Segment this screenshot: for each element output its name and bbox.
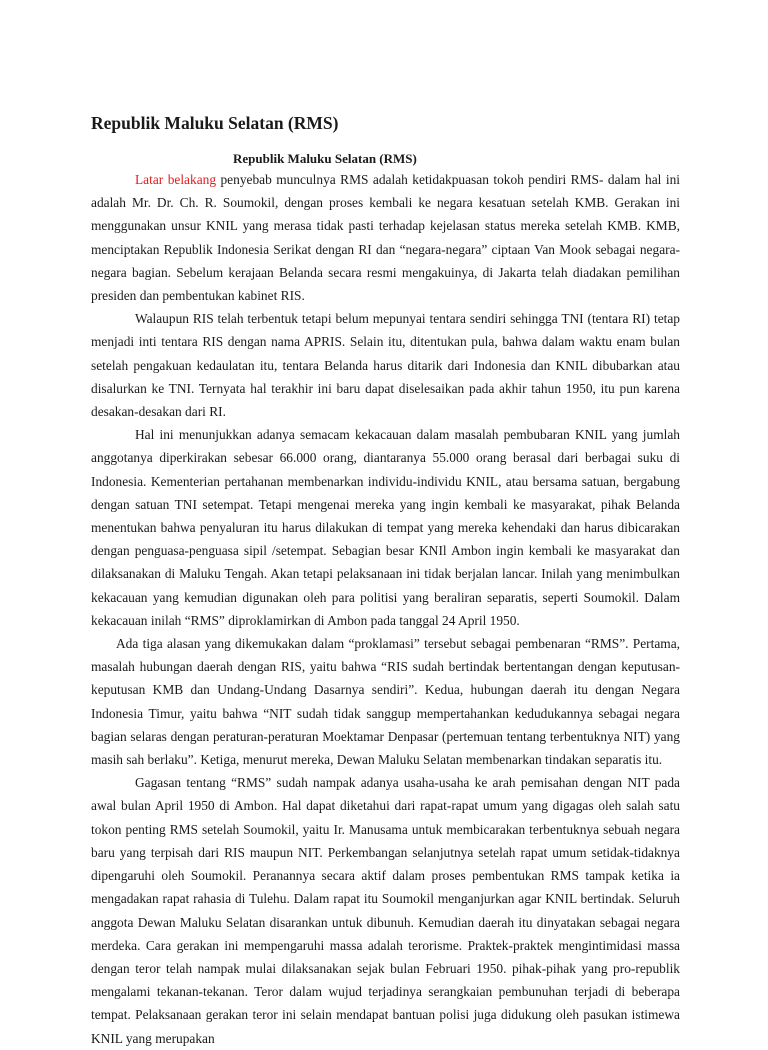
paragraph-1 xyxy=(91,168,680,307)
section-subtitle: Republik Maluku Selatan (RMS) xyxy=(233,151,417,166)
paragraph-3: Hal ini menunjukkan adanya semacam kekacauan dalam masalah pembubaran KNIL yang jumlah anggotanya diperkirakan sebesar 66.000 orang, diantaranya 55.000 orang berasal dari berbagai suku di Indonesia. Kementerian pertahanan membenarkan individu-individu KNIL, atau bersama satuan, bergabung dengan satuan TNI setempat. Tetapi mengenai mereka yang ingin kembali ke masyarakat, pihak Belanda menentukan bahwa penyaluran itu harus dilakukan di tempat yang mereka kehendaki dan harus dibicarakan dengan penguasa-penguasa sipil /setempat. Sebagian besar KNIl Ambon ingin kembali ke masyarakat dan dilaksanakan di Maluku Tengah. Akan tetapi pelaksanaan ini tidak berjalan lancar. Inilah yang menimbulkan kekacauan yang kemudian digunakan oleh para politisi yang beraliran separatis, seperti Soumokil. Dalam kekacauan inilah “RMS” diproklamirkan di Ambon pada tanggal 24 April 1950. xyxy=(91,427,680,628)
paragraph-1-text: penyebab munculnya RMS adalah ketidakpuasan tokoh pendiri RMS- dalam hal ini adalah Mr. Dr. Ch. R. Soumokil, dengan proses kembali ke negara kesatuan setelah KMB. Gerakan ini menggunakan unsur KNIL yang merasa tidak pasti terhadap kejelasan status mereka setelah KMB. KMB, menciptakan Republik Indonesia Serikat dengan RI dan “negara-negara” ciptaan Van Mook sebagai negara-negara bagian. Sebelum kerajaan Belanda secara resmi mengakuinya, di Jakarta telah diadakan pemilihan presiden dan pembentukan kabinet RIS. xyxy=(91,172,680,304)
paragraph-5: Gagasan tentang “RMS” sudah nampak adanya usaha-usaha ke arah pemisahan dengan NIT pada awal bulan April 1950 di Ambon. Hal dapat diketahui dari rapat-rapat umum yang digagas oleh salah satu tokon penting RMS setelah Soumokil, yaitu Ir. Manusama untuk membicarakan terbentuknya sebuah negara baru yang terpisah dari RIS maupun NIT. Perkembangan selanjutnya setelah rapat umum setidak-tidaknya dipengaruhi oleh Soumokil. Peranannya secara aktif dalam proses pembentukan RMS tampak ketika ia mengadakan rapat rahasia di Tulehu. Dalam rapat itu Soumokil menganjurkan agar KNIL bertindak. Seluruh anggota Dewan Maluku Selatan disarankan untuk dibunuh. Kemudian daerah itu dinyatakan sebagai negara merdeka. Cara gerakan ini mempengaruhi massa adalah terorisme. Praktek-praktek mengintimidasi massa dengan teror telah nampak mulai dilaksanakan sejak bulan Februari 1950. pihak-pihak yang pro-republik mengalami tekanan-tekanan. Teror dalam wujud terjadinya serangkaian pembunuhan terjadi di beberapa tempat. Pelaksanaan gerakan teror ini selain mendapat bantuan polisi juga didukung oleh pasukan istimewa KNIL yang merupakan xyxy=(91,775,680,1046)
highlighted-text[interactable]: Latar belakang xyxy=(135,172,217,187)
document-body xyxy=(91,168,680,1050)
paragraph-2: Walaupun RIS telah terbentuk tetapi belum mepunyai tentara sendiri sehingga TNI (tentara RI) tetap menjadi inti tentara RIS dengan nama APRIS. Selain itu, ditentukan pula, bahwa dalam waktu enam bulan setelah pengakuan kedaulatan itu, tentara Belanda harus ditarik dari Indonesia dan KNIL dibubarkan atau disalurkan ke TNI. Ternyata hal terakhir ini baru dapat diselesaikan pada akhir tahun 1950, itu pun karena desakan-desakan dari RI. xyxy=(91,311,680,420)
paragraph-4: Ada tiga alasan yang dikemukakan dalam “proklamasi” tersebut sebagai pembenaran “RMS”. Pertama, masalah hubungan daerah dengan RIS, yaitu bahwa “RIS sudah bertindak bertentangan dengan keputusan-keputusan KMB dan Undang-Undang Dasarnya sendiri”. Kedua, hubungan daerah itu dengan Negara Indonesia Timur, yaitu bahwa “NIT sudah tidak sanggup mempertahankan kedudukannya sebagai negara bagian selaras dengan peraturan-peraturan Moektamar Denpasar (pertemuan tentang terbentuknya NIT) yang masih sah berlaku”. Ketiga, menurut mereka, Dewan Maluku Selatan membenarkan tindakan separatis itu. xyxy=(91,636,680,768)
page-title: Republik Maluku Selatan (RMS) xyxy=(91,113,339,133)
